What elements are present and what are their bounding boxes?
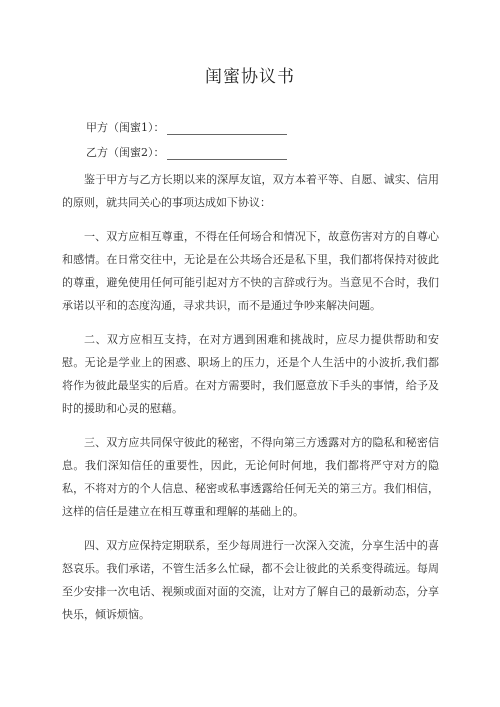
clause-4-paragraph: 四、双方应保持定期联系，至少每周进行一次深入交流，分享生活中的喜怒哀乐。我们承诺，不管生活多么忙碌，都不会让彼此的关系变得疏远。每周至少安排一次电话、视频或面对面的交流，让对方了解自己的最新动态，分享快乐，倾诉烦恼。	[62, 539, 439, 621]
preamble-paragraph: 鉴于甲方与乙方长期以来的深厚友谊，双方本着平等、自愿、诚实、信用的原则，就共同关心的事项达成如下协议：	[62, 173, 439, 209]
party-a-field	[86, 121, 287, 135]
agreement-body	[62, 168, 439, 637]
party-a-signature-line	[167, 122, 287, 135]
document-title: 闺蜜协议书	[205, 67, 295, 87]
party-b-label: 乙方（闺蜜2）：	[86, 146, 165, 159]
party-b-signature-line	[167, 147, 287, 160]
clause-1-paragraph: 一、双方应相互尊重，不得在任何场合和情况下，故意伤害对方的自尊心和感情。在日常交往中，无论是在公共场合还是私下里，我们都将保持对彼此的尊重，避免使用任何可能引起对方不快的言辞或行为。当意见不合时，我们承诺以平和的态度沟通，寻求共识，而不是通过争吵来解决问题。	[62, 230, 439, 312]
party-b-field	[86, 146, 287, 160]
clause-2-paragraph: 二、双方应相互支持，在对方遇到困难和挑战时，应尽力提供帮助和安慰。无论是学业上的困惑、职场上的压力，还是个人生活中的小波折,我们都将作为彼此最坚实的后盾。在对方需要时，我们愿意放下手头的事情，给予及时的援助和心灵的慰藉。	[62, 333, 439, 415]
party-a-label: 甲方（闺蜜1）：	[86, 121, 165, 134]
clause-3-paragraph: 三、双方应共同保守彼此的秘密，不得向第三方透露对方的隐私和秘密信息。我们深知信任的重要性，因此，无论何时何地，我们都将严守对方的隐私，不将对方的个人信息、秘密或私事透露给任何无关的第三方。我们相信，这样的信任是建立在相互尊重和理解的基础上的。	[62, 436, 439, 518]
